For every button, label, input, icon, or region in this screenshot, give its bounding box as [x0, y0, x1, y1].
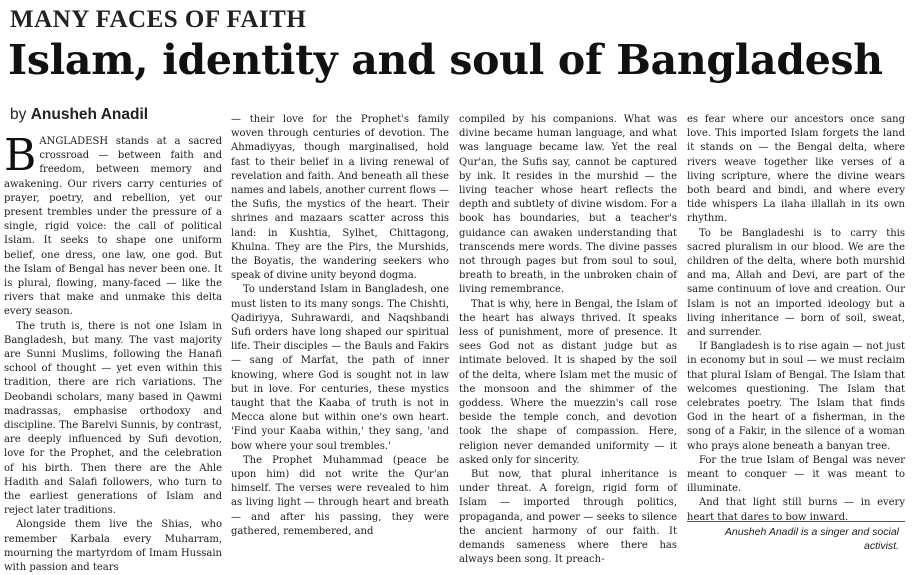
- column-4-lead: es fear where our ancestors once sang love. This imported Islam forgets the land it stands on — the Bengal delta, where rivers weave together like verses of a living scripture, where the divine wears both beard and bindi, and where every tide whispers La ilaha illallah in its own rhythm.: [687, 114, 905, 225]
- column-2-paragraph-1: To understand Islam in Bangladesh, one must listen to its many songs. The Chishti, Qadiriyya, Suhrawardi, and Naqshbandi Sufi orders have long shaped our spiritual life. Their disciples — the Bauls and Fakirs — sang of Marfat, the path of inner knowing, where God is sought not in law but in love. For centuries, these mystics taught that the Kaaba of truth is not in Mecca alone but within one's own heart. 'Find your Kaaba within,' they sang, 'and bow where your soul trembles.': [231, 284, 449, 452]
- column-4-paragraph-2: If Bangladesh is to rise again — not just in economy but in soul — we must reclaim that plural Islam of Bengal. The Islam that welcomes questioning. The Islam that celebrates poetry. The Islam that finds God in the heart of a fisherman, in the song of a Fakir, in the silence of a woman who prays alone beneath a banyan tree.: [687, 341, 905, 452]
- byline-author: Anusheh Anadil: [30, 106, 149, 123]
- column-3-paragraph-1: That is why, here in Bengal, the Islam of the heart has always thrived. It speaks less of punishment, more of presence. It sees God not as distant judge but as intimate beloved. It is shaped by the soil of the delta, where Islam met the music of the monsoon and the shimmer of the goddess. Where the muezzin's call rose beside the temple conch, and devotion took the shape of compassion. Here, religion never demanded uniformity — it asked only for sincerity.: [459, 298, 677, 466]
- column-2-lead: — their love for the Prophet's family woven through centuries of devotion. The Ahmadiyyas, though marginalised, hold fast to their belief in a living renewal of revelation and faith. And beneath all these names and labels, another current flows — the Sufis, the mystics of the heart. Their shrines and mazaars scatter across this land: in Kushtia, Sylhet, Chittagong, Khulna. They are the Pirs, the Murshids, the Boyatis, the wandering seekers who speak of divine unity beyond dogma.: [231, 114, 449, 282]
- column-4-paragraph-1: To be Bangladeshi is to carry this sacred pluralism in our blood. We are the children of the delta, where both murshid and ma, Allah and Devi, are part of the same continuum of love and creation. Our Islam is not an imported ideology but a living inheritance — born of soil, sweat, and surrender.: [687, 227, 905, 339]
- column-3-paragraph-2: But now, that plural inheritance is under threat. A foreign, rigid form of Islam — imported through politics, propaganda, and power — seeks to silence the ancient harmony of our faith. It demands sameness where there has always been song. It preach-: [459, 469, 677, 566]
- column-3-lead: compiled by his companions. What was divine became human language, and what was language became law. Yet the real Qur'an, the Sufis say, cannot be captured by ink. It resides in the murshid — the living teacher whose heart reflects the depth and subtlety of divine wisdom. For a book has boundaries, but a teacher's guidance can awaken understanding that transcends mere words. The divine passes not through pages but from soul to soul, breath to breath, in the unbroken chain of living remembrance.: [459, 114, 677, 296]
- column-2-paragraph-2: The Prophet Muhammad (peace be upon him) did not write the Qur'an himself. The verses were revealed to him as living light — through heart and breath — and after his passing, they were gathered, remembered, and: [231, 454, 449, 537]
- column-1-lead: ANGLADESH stands at a sacred crossroad — between faith and freedom, between memory and awakening. Our rivers carry centuries of prayer, poetry, and rebellion, yet our present trembles under the pressure of a single, rigid voice: the call of political Islam. It seeks to shape one uniform belief, one dress, one law, one god. But the Islam of Bengal has never been one. It is plural, flowing, many-faced — like the rivers that make and unmake this delta every season.: [4, 136, 222, 318]
- column-4-paragraph-3: For the true Islam of Bengal was never meant to conquer — it was meant to illuminate.: [687, 454, 905, 495]
- section-kicker: MANY FACES OF FAITH: [10, 6, 307, 33]
- column-1-paragraph-1: The truth is, there is not one Islam in Bangladesh, but many. The vast majority are Sunni Muslims, following the Hanafi school of thought — yet even within this tradition, there are rich variations. The Deobandi scholars, many based in Qawmi madrassas, emphasise orthodoxy and discipline. The Barelvi Sunnis, by contrast, are deeply influenced by Sufi devotion, love for the Prophet, and the celebration of his birth. Then there are the Ahle Hadith and Salafi followers, who turn to the earliest generations of Islam and reject later traditions.: [4, 320, 222, 517]
- bio-divider: [687, 521, 905, 522]
- drop-cap: B: [4, 130, 37, 181]
- article-column-3: [459, 113, 677, 565]
- article-headline: Islam, identity and soul of Bangladesh: [8, 36, 883, 84]
- article-column-2: [231, 113, 449, 565]
- column-1-paragraph-2: Alongside them live the Shias, who remember Karbala every Muharram, mourning the martyrdom of Imam Hussain with passion and tears: [4, 519, 222, 574]
- article-column-1: [4, 130, 222, 574]
- byline-prefix: by: [10, 106, 27, 123]
- article-column-4: [687, 113, 905, 565]
- column-4-paragraph-4: And that light still burns — in every heart that dares to bow inward.: [687, 497, 905, 523]
- byline: [10, 106, 148, 124]
- author-bio: Anusheh Anadil is a singer and social activist.: [724, 526, 899, 552]
